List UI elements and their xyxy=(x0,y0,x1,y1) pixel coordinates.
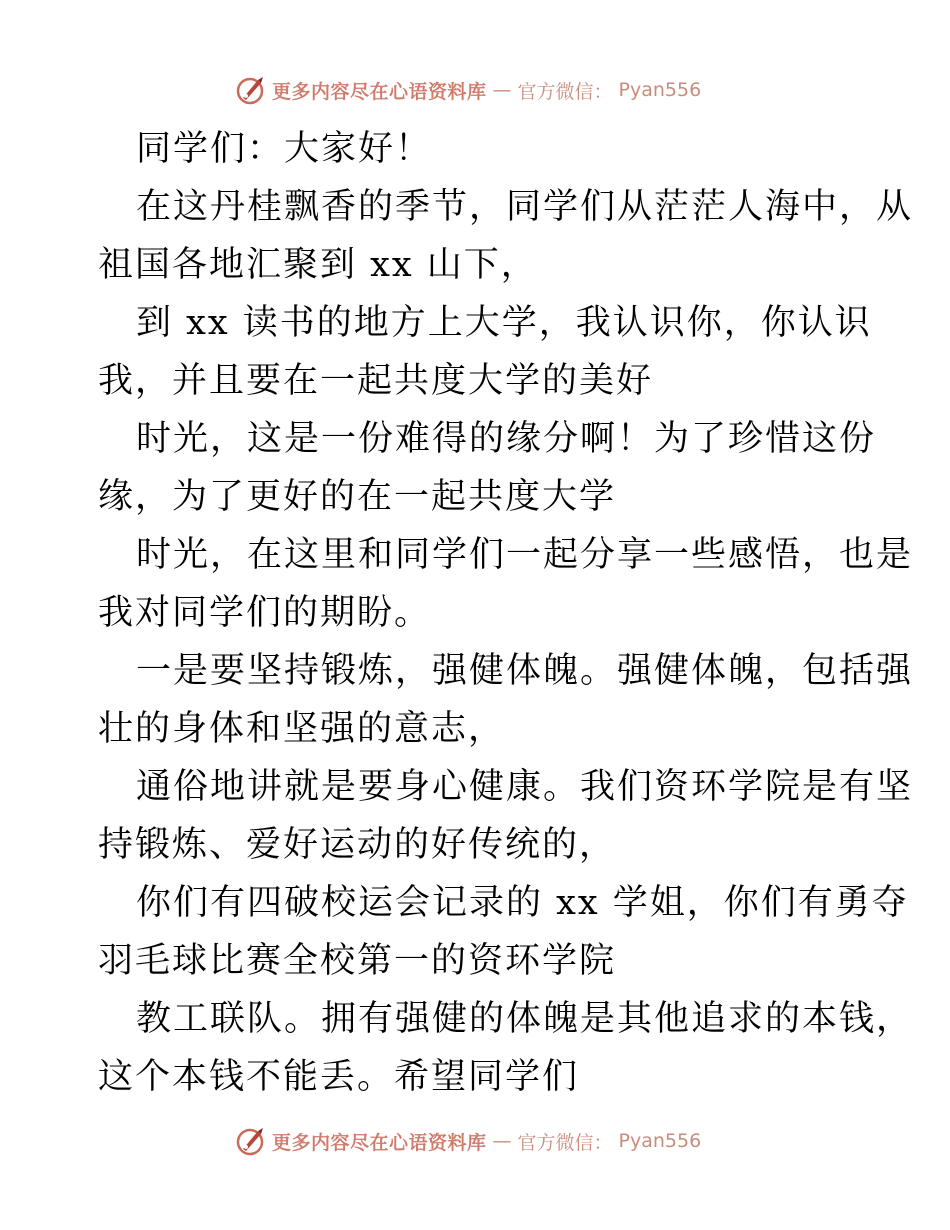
header-watermark xyxy=(234,70,701,110)
body-line: 羽毛球比赛全校第一的资环学院 xyxy=(98,941,617,981)
body-line: 一是要坚持锻炼，强健体魄。强健体魄，包括强 xyxy=(136,651,914,691)
body-line: 时光，这是一份难得的缘分啊！为了珍惜这份 xyxy=(136,419,877,459)
footer-watermark xyxy=(234,1121,701,1161)
watermark-brand-text: 更多内容尽在心语资料库 xyxy=(272,80,487,103)
body-line: 我对同学们的期盼。 xyxy=(98,593,432,633)
body-line: 时光，在这里和同学们一起分享一些感悟，也是 xyxy=(136,535,914,575)
watermark-handle: Pyan556 xyxy=(618,79,702,101)
watermark-wechat-label: 官方微信： xyxy=(517,1131,613,1154)
body-line: 我，并且要在一起共度大学的美好 xyxy=(98,361,654,401)
quill-pen-logo-icon xyxy=(234,74,266,106)
body-line: 缘，为了更好的在一起共度大学 xyxy=(98,477,617,517)
body-line: 通俗地讲就是要身心健康。我们资环学院是有坚 xyxy=(136,767,914,807)
watermark-brand-text: 更多内容尽在心语资料库 xyxy=(272,1131,487,1154)
body-line: 教工联队。拥有强健的体魄是其他追求的本钱， xyxy=(136,999,914,1039)
watermark-handle: Pyan556 xyxy=(618,1130,702,1152)
body-line: 这个本钱不能丢。希望同学们 xyxy=(98,1057,580,1097)
body-line: 你们有四破校运会记录的 xx 学姐，你们有勇夺 xyxy=(136,883,909,923)
watermark-separator: — xyxy=(492,1130,512,1152)
body-line: 持锻炼、爱好运动的好传统的， xyxy=(98,825,617,865)
body-line: 祖国各地汇聚到 xx 山下， xyxy=(98,245,538,285)
watermark-wechat-label: 官方微信： xyxy=(517,80,613,103)
body-line: 同学们：大家好！ xyxy=(136,129,433,169)
body-line: 壮的身体和坚强的意志， xyxy=(98,709,506,749)
quill-pen-logo-icon xyxy=(234,1125,266,1157)
watermark-separator: — xyxy=(492,79,512,101)
body-line: 到 xx 读书的地方上大学，我认识你，你认识 xyxy=(136,303,872,343)
body-line: 在这丹桂飘香的季节，同学们从茫茫人海中，从 xyxy=(136,187,914,227)
